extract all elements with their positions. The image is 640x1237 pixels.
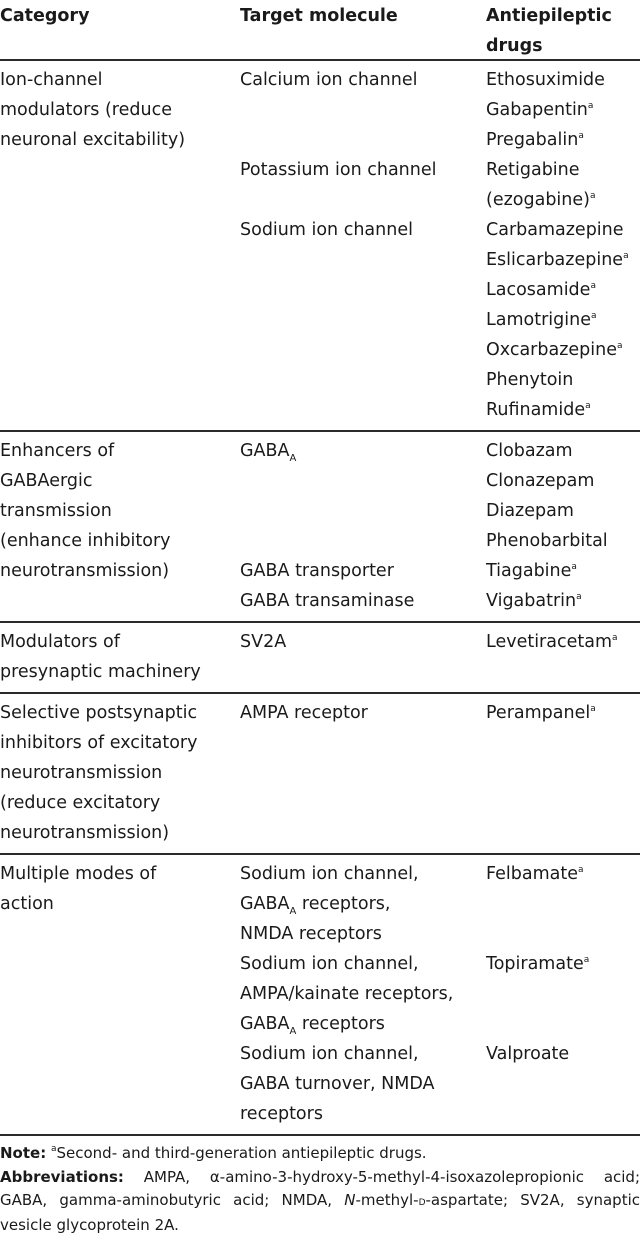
- category-line: Multiple modes of: [0, 859, 240, 889]
- category-cell: [0, 859, 240, 1129]
- category-cell: [0, 627, 240, 687]
- target-line: receptors: [240, 1099, 486, 1129]
- drug-name: Phenobarbital: [486, 526, 640, 556]
- target-line: $GABA_A$ receptors,: [240, 889, 486, 919]
- footnote-marker: a: [590, 281, 596, 291]
- table-row: [240, 859, 640, 949]
- table-row: [240, 215, 640, 425]
- category-line: presynaptic machinery: [0, 657, 240, 687]
- drug-name: Clonazepam: [486, 466, 640, 496]
- subscript: A: [290, 1026, 297, 1037]
- drugs-cell: [486, 859, 640, 949]
- target-line: GABA transporter: [240, 556, 486, 586]
- drug-name: Tiagabine$^a$: [486, 556, 640, 586]
- category-cell: [0, 65, 240, 425]
- category-line: Selective postsynaptic: [0, 698, 240, 728]
- table-row: [240, 949, 640, 1039]
- targets-column: [240, 698, 640, 848]
- drug-name: Vigabatrin$^a$: [486, 586, 640, 616]
- footnote-marker: a: [571, 562, 577, 572]
- footnote-marker: a: [584, 955, 590, 965]
- footnote-marker: a: [617, 341, 623, 351]
- table-row-group: [0, 61, 640, 432]
- target-line: Sodium ion channel: [240, 215, 486, 245]
- drugs-cell: [486, 155, 640, 215]
- table-row-group: [0, 432, 640, 623]
- target-line: Sodium ion channel,: [240, 859, 486, 889]
- category-line: neurotransmission): [0, 818, 240, 848]
- drug-name: Felbamate$^a$: [486, 859, 640, 889]
- drugs-cell: [486, 436, 640, 556]
- table-row-group: [0, 694, 640, 855]
- drugs-cell: [486, 949, 640, 1039]
- target-cell: [240, 556, 486, 586]
- drug-name: Diazepam: [486, 496, 640, 526]
- target-line: AMPA receptor: [240, 698, 486, 728]
- category-line: Modulators of: [0, 627, 240, 657]
- target-cell: [240, 65, 486, 155]
- table-row: [240, 586, 640, 616]
- header-category: Category: [0, 0, 240, 61]
- target-line: $GABA_A$ receptors: [240, 1009, 486, 1039]
- note: Note: $^a$Second- and third-generation antiepileptic drugs.: [0, 1142, 640, 1166]
- table-row-group: [0, 855, 640, 1136]
- category-cell: [0, 436, 240, 616]
- targets-column: [240, 627, 640, 687]
- category-line: Enhancers of: [0, 436, 240, 466]
- table-row: [240, 556, 640, 586]
- category-line: action: [0, 889, 240, 919]
- drug-name: Eslicarbazepine$^a$: [486, 245, 640, 275]
- header-drugs: Antiepileptic drugs: [486, 0, 640, 61]
- drug-name: Phenytoin: [486, 365, 640, 395]
- target-cell: [240, 215, 486, 425]
- footnote-marker: a: [578, 131, 584, 141]
- table-row: [240, 65, 640, 155]
- target-cell: [240, 586, 486, 616]
- category-line: transmission: [0, 496, 240, 526]
- category-line: neurotransmission: [0, 758, 240, 788]
- table-row: [240, 698, 640, 728]
- drug-name: Lacosamide$^a$: [486, 275, 640, 305]
- footnote-marker: a: [576, 592, 582, 602]
- footnote-marker: a: [590, 704, 596, 714]
- drugs-cell: [486, 1039, 640, 1129]
- targets-column: [240, 65, 640, 425]
- target-cell: [240, 698, 486, 728]
- target-cell: [240, 1039, 486, 1129]
- target-line: $GABA_A$: [240, 436, 486, 466]
- drug-name: (ezogabine)$^a$: [486, 185, 640, 215]
- table-body: [0, 61, 640, 1136]
- target-cell: [240, 155, 486, 215]
- category-line: neurotransmission): [0, 556, 240, 586]
- table-header: [0, 0, 640, 61]
- table-row-group: [0, 623, 640, 694]
- category-line: neuronal excitability): [0, 125, 240, 155]
- header-target: Target molecule: [240, 0, 486, 61]
- category-line: inhibitors of excitatory: [0, 728, 240, 758]
- target-line: GABA turnover, NMDA: [240, 1069, 486, 1099]
- drugs-cell: [486, 215, 640, 425]
- drug-name: Gabapentin$^a$: [486, 95, 640, 125]
- table-row: [240, 436, 640, 556]
- footnote-marker: a: [585, 401, 591, 411]
- drug-name: Clobazam: [486, 436, 640, 466]
- drugs-cell: [486, 586, 640, 616]
- drug-name: Rufinamide$^a$: [486, 395, 640, 425]
- target-cell: [240, 436, 486, 556]
- abbreviations: Abbreviations: AMPA, α-amino-3-hydroxy-5-methyl-4-isoxazolepropionic acid; GABA, gamma-aminobutyric acid; NMDA, N-methyl-d-aspartate; SV2A, synaptic vesicle glycoprotein 2A.: [0, 1166, 640, 1237]
- target-line: SV2A: [240, 627, 486, 657]
- footnote-marker: a: [623, 251, 629, 261]
- drug-name: Ethosuximide: [486, 65, 640, 95]
- target-cell: [240, 627, 486, 657]
- drug-name: Perampanel$^a$: [486, 698, 640, 728]
- drugs-cell: [486, 556, 640, 586]
- drug-name: Carbamazepine: [486, 215, 640, 245]
- target-cell: [240, 949, 486, 1039]
- drug-name: Retigabine: [486, 155, 640, 185]
- drug-name: Lamotrigine$^a$: [486, 305, 640, 335]
- target-line: GABA transaminase: [240, 586, 486, 616]
- drugs-cell: [486, 698, 640, 728]
- category-line: GABAergic: [0, 466, 240, 496]
- target-line: AMPA/kainate receptors,: [240, 979, 486, 1009]
- category-line: modulators (reduce: [0, 95, 240, 125]
- footnote-marker: a: [588, 101, 594, 111]
- drug-name: Pregabalin$^a$: [486, 125, 640, 155]
- drug-name: Oxcarbazepine$^a$: [486, 335, 640, 365]
- footnote-marker: a: [578, 865, 584, 875]
- table-row: [240, 155, 640, 215]
- target-line: Sodium ion channel,: [240, 1039, 486, 1069]
- subscript: A: [290, 906, 297, 917]
- drugs-cell: [486, 65, 640, 155]
- drugs-cell: [486, 627, 640, 657]
- target-line: Sodium ion channel,: [240, 949, 486, 979]
- category-line: (enhance inhibitory: [0, 526, 240, 556]
- footnote-marker: a: [612, 633, 618, 643]
- targets-column: [240, 859, 640, 1129]
- drug-name: Topiramate$^a$: [486, 949, 640, 979]
- target-line: NMDA receptors: [240, 919, 486, 949]
- drug-name: Valproate: [486, 1039, 640, 1069]
- target-line: Calcium ion channel: [240, 65, 486, 95]
- footnote-marker: a: [590, 191, 596, 201]
- table-row: [240, 627, 640, 657]
- category-line: (reduce excitatory: [0, 788, 240, 818]
- targets-column: [240, 436, 640, 616]
- category-line: Ion-channel: [0, 65, 240, 95]
- target-cell: [240, 859, 486, 949]
- target-line: Potassium ion channel: [240, 155, 486, 185]
- footnote-marker: a: [591, 311, 597, 321]
- subscript: A: [290, 453, 297, 464]
- drug-name: Levetiracetam$^a$: [486, 627, 640, 657]
- footnotes: [0, 1136, 640, 1237]
- table-row: [240, 1039, 640, 1129]
- category-cell: [0, 698, 240, 848]
